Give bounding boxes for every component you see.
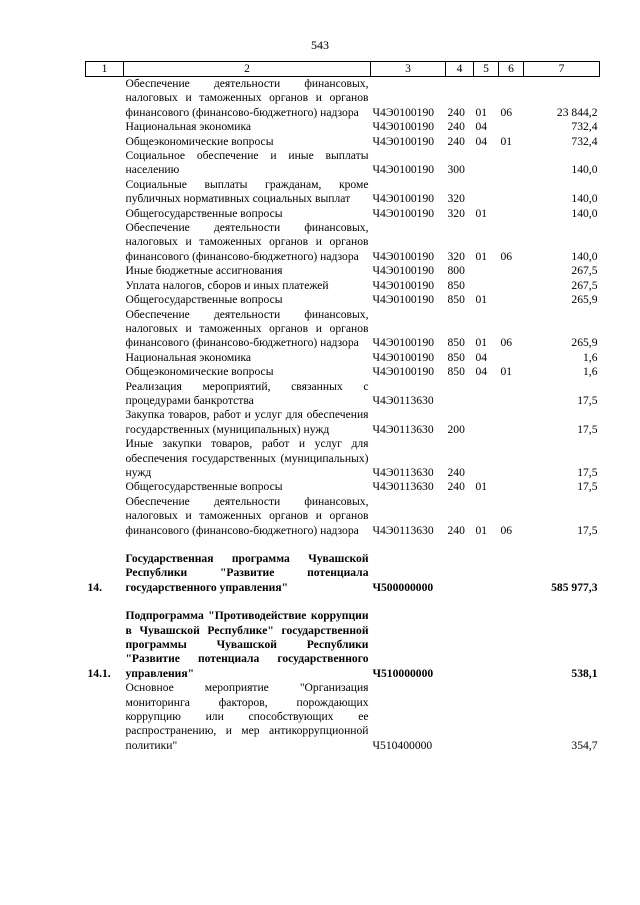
row-subsection	[499, 178, 524, 207]
row-amount: 732,4	[571, 134, 598, 148]
table-row	[86, 308, 600, 351]
row-expense-type: 850	[447, 336, 465, 350]
row-expense-type: 320	[447, 192, 465, 206]
row-expense-type: 320	[447, 206, 465, 220]
row-amount: 23 844,2	[556, 105, 598, 119]
row-section: 04	[475, 120, 488, 134]
row-amount: 267,5	[571, 264, 598, 278]
row-subsection	[499, 351, 524, 365]
row-number	[86, 437, 124, 480]
row-subsection	[499, 279, 524, 293]
row-amount: 1,6	[583, 350, 598, 364]
row-amount: 140,0	[571, 163, 598, 177]
row-amount: 17,5	[577, 393, 598, 407]
row-subsection	[499, 552, 524, 595]
row-number	[86, 221, 124, 264]
header-col-6: 6	[499, 62, 524, 77]
row-name: Обеспечение деятельности финансовых, налоговых и таможенных органов и органов финансового (финансово-бюджетного) надзора	[125, 307, 369, 350]
row-name: Государственная программа Чувашской Республики "Развитие потенциала государственного управления"	[125, 552, 369, 594]
table-row	[86, 380, 600, 409]
row-subsection	[499, 609, 524, 681]
table-row	[86, 351, 600, 365]
row-amount: 17,5	[577, 480, 598, 494]
budget-table	[85, 61, 600, 753]
spacer-row	[86, 595, 600, 609]
header-col-5: 5	[474, 62, 499, 77]
row-subsection: 06	[500, 105, 513, 119]
table-row	[86, 609, 600, 681]
row-subsection	[499, 120, 524, 134]
header-col-3: 3	[371, 62, 446, 77]
table-row	[86, 264, 600, 278]
row-target-code: Ч4Э0100190	[372, 293, 435, 307]
row-number	[86, 681, 124, 753]
row-number	[86, 264, 124, 278]
row-name: Закупка товаров, работ и услуг для обеспечения государственных (муниципальных) нужд	[125, 408, 369, 436]
row-section: 01	[475, 336, 488, 350]
row-number	[86, 408, 124, 437]
row-number	[86, 380, 124, 409]
row-name: Основное мероприятие "Организация мониторинга факторов, порождающих коррупцию или способствующих ее распространению, и мер антикоррупционной политики"	[125, 681, 369, 752]
row-target-code: Ч4Э0100190	[372, 350, 435, 364]
row-number	[86, 495, 124, 538]
row-name: Общеэкономические вопросы	[125, 365, 274, 379]
row-name: Национальная экономика	[125, 350, 252, 364]
row-amount: 732,4	[571, 120, 598, 134]
row-name: Национальная экономика	[125, 120, 252, 134]
row-target-code: Ч4Э0113630	[372, 422, 434, 436]
row-target-code: Ч4Э0100190	[372, 120, 435, 134]
row-expense-type	[446, 552, 474, 595]
row-number: 14.1.	[87, 666, 111, 680]
row-section	[474, 264, 499, 278]
row-number	[86, 135, 124, 149]
row-number	[86, 77, 124, 121]
row-subsection	[499, 149, 524, 178]
row-number	[86, 351, 124, 365]
row-name: Уплата налогов, сборов и иных платежей	[125, 278, 329, 292]
row-target-code: Ч4Э0100190	[372, 278, 435, 292]
row-section	[474, 380, 499, 409]
table-header	[86, 62, 600, 77]
row-target-code: Ч4Э0100190	[372, 163, 435, 177]
row-section: 01	[475, 249, 488, 263]
table-row	[86, 77, 600, 121]
spacer-cell	[86, 595, 600, 609]
row-amount: 140,0	[571, 192, 598, 206]
row-subsection	[499, 437, 524, 480]
spacer-row	[86, 538, 600, 552]
header-col-4: 4	[446, 62, 474, 77]
table-row	[86, 279, 600, 293]
table-row	[86, 681, 600, 753]
row-section	[474, 149, 499, 178]
row-expense-type: 200	[447, 422, 465, 436]
spacer-cell	[86, 538, 600, 552]
table-row	[86, 149, 600, 178]
row-name: Общегосударственные вопросы	[125, 293, 283, 307]
row-expense-type: 850	[447, 293, 465, 307]
row-section	[474, 609, 499, 681]
row-name: Обеспечение деятельности финансовых, налоговых и таможенных органов и органов финансового (финансово-бюджетного) надзора	[125, 221, 369, 263]
row-target-code: Ч4Э0113630	[372, 523, 434, 537]
row-subsection	[499, 681, 524, 753]
row-subsection: 06	[500, 249, 513, 263]
row-amount: 17,5	[577, 465, 598, 479]
row-expense-type	[446, 681, 474, 753]
row-section: 01	[475, 480, 488, 494]
row-section	[474, 552, 499, 595]
row-number	[86, 149, 124, 178]
row-number	[86, 480, 124, 494]
row-number	[86, 178, 124, 207]
row-subsection	[499, 380, 524, 409]
row-subsection	[499, 207, 524, 221]
row-name: Общегосударственные вопросы	[125, 206, 283, 220]
row-section: 04	[475, 134, 488, 148]
row-amount: 1,6	[583, 365, 598, 379]
table-row	[86, 120, 600, 134]
row-subsection	[499, 408, 524, 437]
row-expense-type: 240	[447, 480, 465, 494]
row-target-code: Ч4Э0100190	[372, 206, 435, 220]
row-expense-type: 850	[447, 350, 465, 364]
table-row	[86, 408, 600, 437]
row-subsection	[499, 264, 524, 278]
row-section: 04	[475, 365, 488, 379]
table-row	[86, 135, 600, 149]
row-number: 14.	[87, 580, 102, 594]
table-row	[86, 207, 600, 221]
row-name: Подпрограмма "Противодействие коррупции в Чувашской Республике" государственной программы Чувашской Республики "Развитие потенциала государственного управления"	[125, 609, 369, 680]
row-name: Иные закупки товаров, работ и услуг для обеспечения государственных (муниципальных) нужд	[125, 437, 369, 479]
row-amount: 265,9	[571, 293, 598, 307]
table-row	[86, 178, 600, 207]
row-section	[474, 681, 499, 753]
row-target-code: Ч4Э0100190	[372, 365, 435, 379]
row-section	[474, 437, 499, 480]
row-target-code: Ч4Э0100190	[372, 336, 435, 350]
row-subsection: 01	[500, 134, 513, 148]
row-number	[86, 365, 124, 379]
page-number: 543	[311, 38, 329, 52]
row-expense-type	[446, 609, 474, 681]
row-amount: 17,5	[577, 523, 598, 537]
row-number	[86, 308, 124, 351]
row-target-code: Ч4Э0113630	[372, 465, 434, 479]
table-body	[86, 77, 600, 754]
row-number	[86, 120, 124, 134]
row-expense-type: 800	[447, 264, 465, 278]
row-name: Реализация мероприятий, связанных с процедурами банкротства	[125, 379, 369, 407]
header-col-2: 2	[124, 62, 371, 77]
row-target-code: Ч4Э0113630	[372, 480, 434, 494]
row-expense-type: 240	[447, 120, 465, 134]
row-name: Общеэкономические вопросы	[125, 134, 274, 148]
row-expense-type: 240	[447, 465, 465, 479]
row-amount: 265,9	[571, 336, 598, 350]
row-amount: 538,1	[571, 666, 598, 680]
row-section	[474, 408, 499, 437]
row-target-code: Ч4Э0113630	[372, 393, 434, 407]
row-subsection: 06	[500, 523, 513, 537]
row-number	[86, 279, 124, 293]
row-subsection: 06	[500, 336, 513, 350]
row-target-code: Ч4Э0100190	[372, 105, 435, 119]
row-target-code: Ч4Э0100190	[372, 249, 435, 263]
row-expense-type: 850	[447, 365, 465, 379]
row-expense-type	[446, 380, 474, 409]
table-row	[86, 480, 600, 494]
row-section: 01	[475, 523, 488, 537]
row-name: Обеспечение деятельности финансовых, налоговых и таможенных органов и органов финансового (финансово-бюджетного) надзора	[125, 494, 369, 537]
row-expense-type: 240	[447, 105, 465, 119]
row-expense-type: 850	[447, 278, 465, 292]
table-row	[86, 437, 600, 480]
table-row	[86, 552, 600, 595]
table-row	[86, 495, 600, 538]
row-amount: 17,5	[577, 422, 598, 436]
row-number	[86, 207, 124, 221]
row-name: Социальное обеспечение и иные выплаты населению	[125, 149, 369, 177]
row-target-code: Ч510400000	[372, 738, 433, 752]
row-amount: 267,5	[571, 278, 598, 292]
row-amount: 585 977,3	[551, 580, 598, 594]
header-col-7: 7	[524, 62, 600, 77]
row-subsection	[499, 293, 524, 307]
row-name: Иные бюджетные ассигнования	[125, 264, 283, 278]
table-row	[86, 293, 600, 307]
row-subsection: 01	[500, 365, 513, 379]
header-col-1: 1	[86, 62, 124, 77]
row-expense-type: 240	[447, 523, 465, 537]
row-section: 04	[475, 350, 488, 364]
row-section	[474, 178, 499, 207]
row-section: 01	[475, 206, 488, 220]
table-row	[86, 365, 600, 379]
row-target-code: Ч500000000	[372, 580, 434, 594]
row-target-code: Ч510000000	[372, 666, 434, 680]
row-expense-type: 320	[447, 249, 465, 263]
row-expense-type: 240	[447, 134, 465, 148]
row-amount: 354,7	[571, 738, 598, 752]
row-name: Социальные выплаты гражданам, кроме публичных нормативных социальных выплат	[125, 177, 369, 206]
row-subsection	[499, 480, 524, 494]
table-row	[86, 221, 600, 264]
row-amount: 140,0	[571, 249, 598, 263]
row-amount: 140,0	[571, 206, 598, 220]
row-name: Общегосударственные вопросы	[125, 480, 283, 494]
row-name: Обеспечение деятельности финансовых, налоговых и таможенных органов и органов финансового (финансово-бюджетного) надзора	[125, 77, 369, 119]
row-target-code: Ч4Э0100190	[372, 192, 435, 206]
row-section: 01	[475, 293, 488, 307]
row-target-code: Ч4Э0100190	[372, 134, 435, 148]
row-section: 01	[475, 105, 488, 119]
row-target-code: Ч4Э0100190	[372, 264, 435, 278]
row-expense-type: 300	[447, 163, 465, 177]
row-section	[474, 279, 499, 293]
header-row	[86, 62, 600, 77]
row-number	[86, 293, 124, 307]
